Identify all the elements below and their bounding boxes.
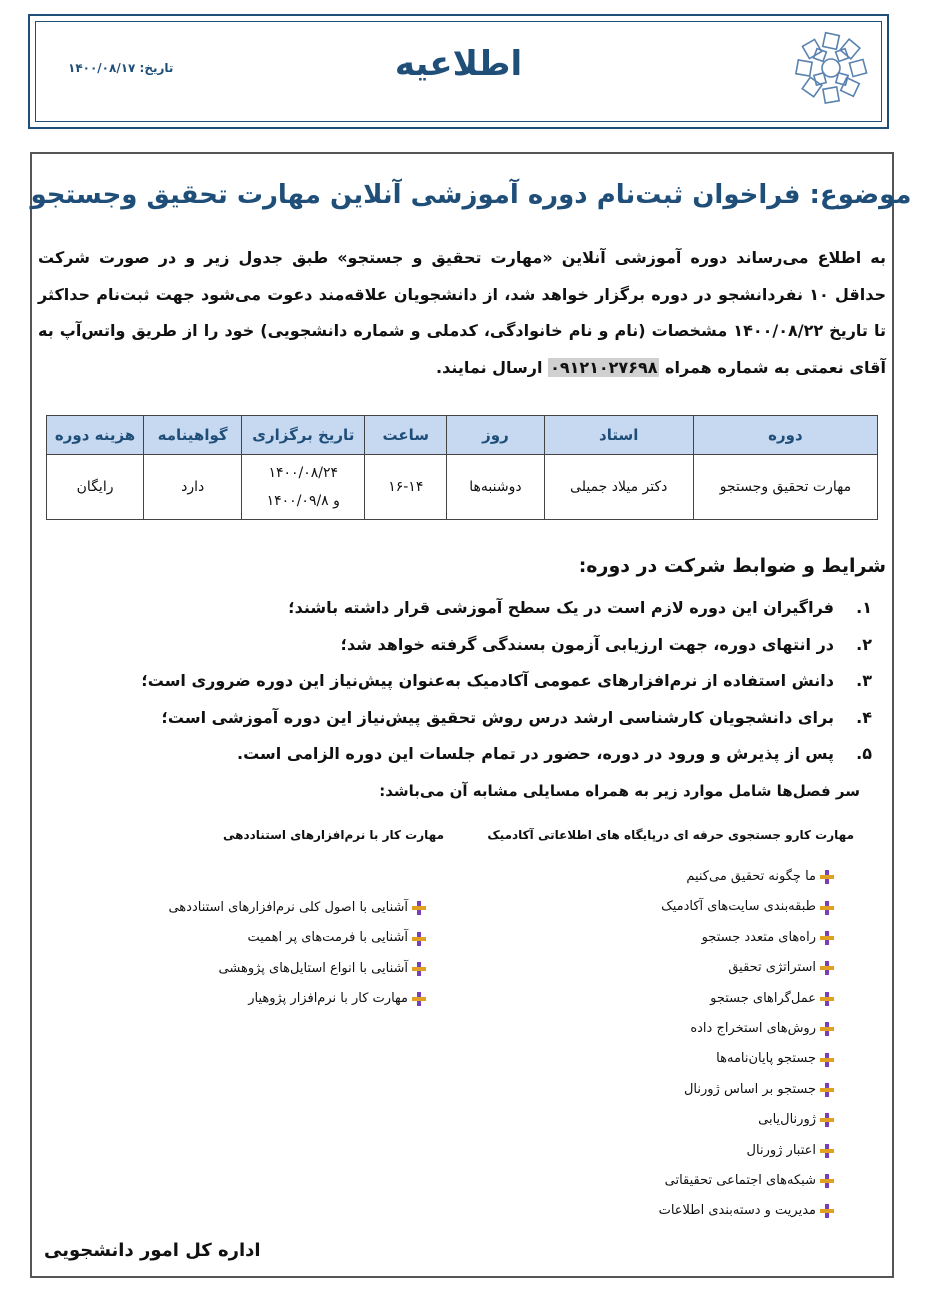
list-item-text: جستجو بر اساس ژورنال <box>683 1081 816 1097</box>
list-item-number: ۵. <box>856 744 872 763</box>
list-item <box>60 627 886 664</box>
col-header-course: دوره <box>693 416 877 455</box>
bullet-plus-icon <box>820 1174 834 1188</box>
bullet-plus-icon <box>820 1053 834 1067</box>
list-item-text: آشنایی با فرمت‌های پر اهمیت <box>247 930 408 946</box>
list-item-text: استراتژی تحقیق <box>728 960 816 976</box>
topics-list-citation-software <box>168 893 426 1015</box>
list-item <box>60 590 886 627</box>
phone-number: ۰۹۱۲۱۰۲۷۶۹۸ <box>550 357 658 377</box>
list-item <box>659 892 834 922</box>
bullet-plus-icon <box>412 962 426 976</box>
list-item-number: ۲. <box>856 634 872 654</box>
page-title: اطلاعیه <box>394 44 523 84</box>
cell-date-line2: و ۱۴۰۰/۰۹/۸ <box>266 493 340 509</box>
bullet-plus-icon <box>820 901 834 915</box>
list-item-text: برای دانشجویان کارشناسی ارشد درس روش تحقیق پیش‌نیاز این دوره آموزشی است؛ <box>161 707 834 727</box>
col-header-time: ساعت <box>365 416 447 455</box>
bullet-plus-icon <box>820 1113 834 1127</box>
col-header-day: روز <box>447 416 544 455</box>
list-item-text: راه‌های متعدد جستجو <box>701 929 816 945</box>
list-item <box>659 1075 834 1105</box>
col-header-teacher: استاد <box>544 416 693 455</box>
list-item-text: آشنایی با اصول کلی نرم‌افزارهای استناددهی <box>168 900 408 915</box>
footer-signature: اداره کل امور دانشجویی <box>44 1240 261 1261</box>
cell-cost: رایگان <box>47 455 144 520</box>
intro-text-end: ارسال نمایند. <box>436 357 549 377</box>
course-table <box>46 415 878 520</box>
cell-teacher: دکتر میلاد جمیلی <box>544 455 693 520</box>
list-item-text: طبقه‌بندی سایت‌های آکادمیک <box>661 899 816 915</box>
list-item <box>659 953 834 983</box>
intro-text: به اطلاع می‌رساند دوره آموزشی آنلاین «مهارت تحقیق و جستجو» طبق جدول زیر و در صورت شرکت حداقل ۱۰ نفردانشجو در دوره برگزار خواهد شد، از دانشجویان علاقه‌مند دعوت می‌شود جهت ثبت‌نام حداکثر تا تاریخ ۱۴۰۰/۰۸/۲۲ مشخصات (نام و نام خانوادگی، کدملی و شماره دانشجویی) خود را از طریق واتس‌آپ به آقای نعمتی به شماره همراه <box>38 248 887 377</box>
list-item-text: روش‌های استخراج داده <box>690 1020 816 1036</box>
list-item <box>659 1044 834 1074</box>
cell-date-line1: ۱۴۰۰/۰۸/۲۴ <box>268 465 339 481</box>
bullet-plus-icon <box>820 1022 834 1036</box>
list-item <box>659 1105 834 1135</box>
list-item <box>60 700 886 737</box>
list-item-text: اعتبار ژورنال <box>746 1142 816 1158</box>
subject-heading: موضوع: فراخوان ثبت‌نام دوره آموزشی آنلاین مهارت تحقیق وجستجو <box>30 180 912 210</box>
topics-list-academic-search <box>659 862 834 1227</box>
list-item-text: فراگیران این دوره لازم است در یک سطح آموزشی قرار داشته باشند؛ <box>288 598 834 617</box>
list-item <box>60 736 886 773</box>
bullet-plus-icon <box>412 901 426 915</box>
intro-paragraph <box>38 240 886 386</box>
bullet-plus-icon <box>820 992 834 1006</box>
col-header-cost: هزینه دوره <box>47 416 144 455</box>
list-item <box>168 923 426 953</box>
bullet-plus-icon <box>820 961 834 975</box>
list-item-text: عمل‌گراهای جستجو <box>710 990 816 1006</box>
cell-day: دوشنبه‌ها <box>447 455 544 520</box>
list-item <box>659 1166 834 1196</box>
list-item-text: آشنایی با انواع استایل‌های پژوهشی <box>218 960 408 976</box>
col-header-date: تاریخ برگزاری <box>242 416 365 455</box>
cell-date <box>242 455 365 520</box>
cell-certificate: دارد <box>144 455 242 520</box>
list-item-text: ما چگونه تحقیق می‌کنیم <box>686 869 816 884</box>
list-item <box>659 984 834 1014</box>
list-item-text: مدیریت و دسته‌بندی اطلاعات <box>658 1203 816 1219</box>
announcement-date: تاریخ: ۱۴۰۰/۰۸/۱۷ <box>68 61 174 75</box>
list-item-text: پس از پذیرش و ورود در دوره، حضور در تمام جلسات این دوره الزامی است. <box>237 744 834 763</box>
conditions-title: شرایط و ضوابط شرکت در دوره: <box>578 555 886 577</box>
list-item <box>659 923 834 953</box>
list-item-text: ژورنال‌یابی <box>758 1112 816 1128</box>
list-item-text: شبکه‌های اجتماعی تحقیقاتی <box>664 1172 816 1188</box>
bullet-plus-icon <box>412 992 426 1006</box>
col-header-certificate: گواهینامه <box>144 416 242 455</box>
list-item <box>659 862 834 892</box>
table-row <box>47 455 878 520</box>
list-item <box>168 893 426 923</box>
list-item-text: جستجو پایان‌نامه‌ها <box>716 1051 816 1067</box>
list-item <box>659 1014 834 1044</box>
list-item <box>659 1136 834 1166</box>
bullet-plus-icon <box>820 1083 834 1097</box>
bullet-plus-icon <box>820 1144 834 1158</box>
topics-col-a-title: مهارت کارو جستجوی حرفه ای درپایگاه های اطلاعاتی آکادمیک <box>487 828 854 842</box>
list-item <box>168 954 426 984</box>
bullet-plus-icon <box>820 1204 834 1218</box>
header-box <box>28 14 889 129</box>
table-header-row <box>47 416 878 455</box>
list-item-number: ۴. <box>856 707 872 727</box>
list-item-text: دانش استفاده از نرم‌افزارهای عمومی آکادمیک به‌عنوان پیش‌نیاز این دوره ضروری است؛ <box>141 671 834 690</box>
topics-title: سر فصل‌ها شامل موارد زیر به همراه مسایلی مشابه آن می‌باشد: <box>379 782 860 800</box>
list-item-number: ۳. <box>856 671 872 690</box>
cell-course: مهارت تحقیق وجستجو <box>693 455 877 520</box>
list-item-number: ۱. <box>856 598 872 617</box>
list-item <box>168 984 426 1014</box>
topics-col-b-title: مهارت کار با نرم‌افزارهای استناددهی <box>223 828 444 842</box>
bullet-plus-icon <box>820 931 834 945</box>
list-item-text: مهارت کار با نرم‌افزار پژوهیار <box>248 991 408 1007</box>
cell-time: ۱۶-۱۴ <box>365 455 447 520</box>
list-item <box>60 663 886 700</box>
bullet-plus-icon <box>412 932 426 946</box>
bullet-plus-icon <box>820 870 834 884</box>
list-item-text: در انتهای دوره، جهت ارزیابی آزمون بسندگی گرفته خواهد شد؛ <box>340 634 834 654</box>
list-item <box>659 1196 834 1226</box>
conditions-list <box>60 590 886 773</box>
